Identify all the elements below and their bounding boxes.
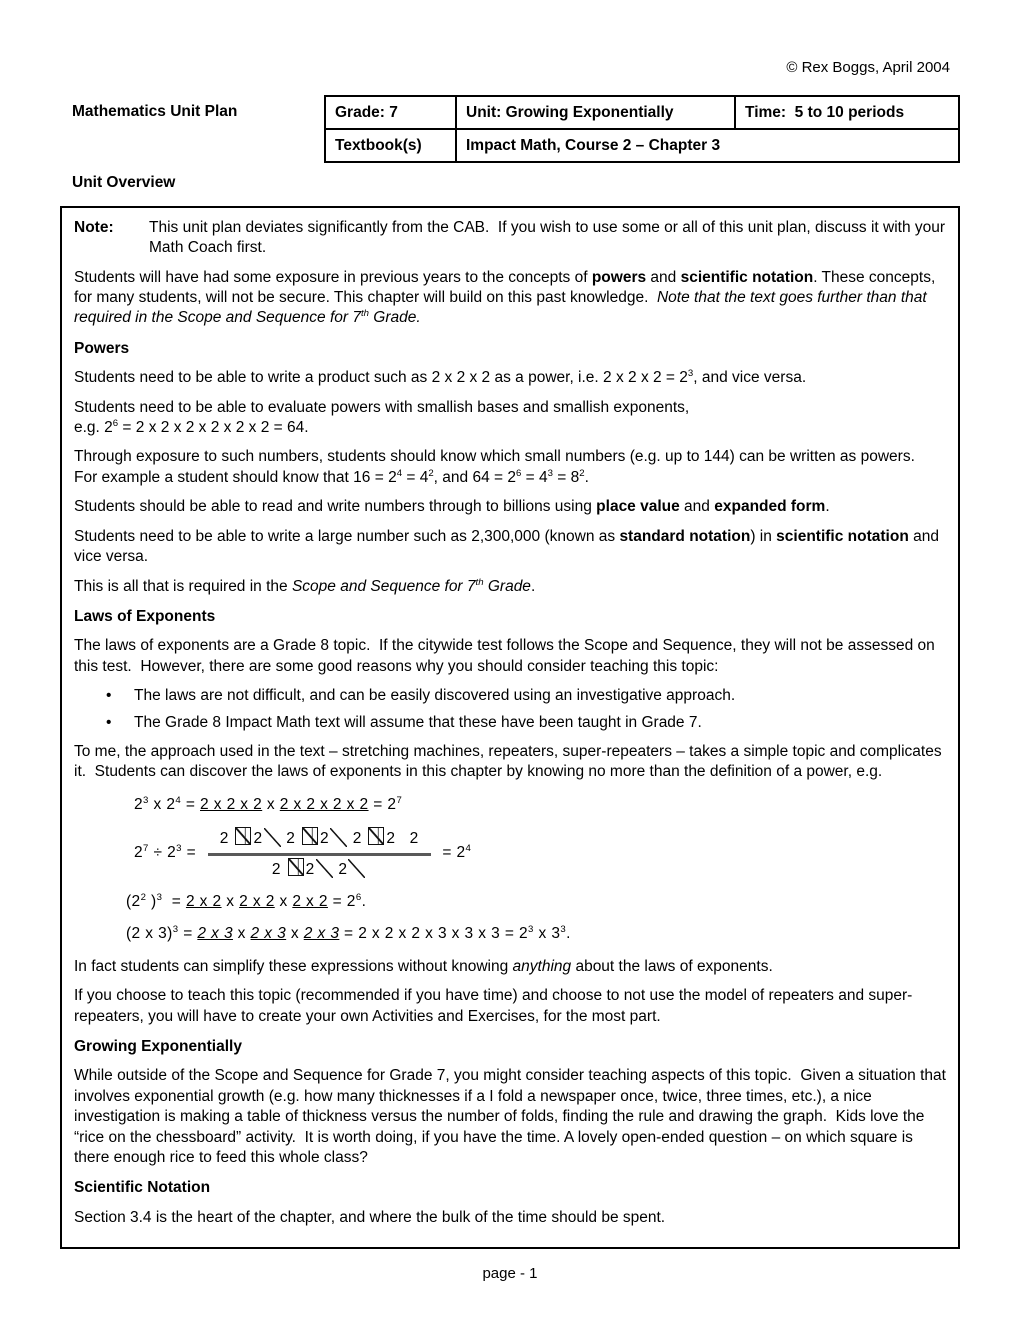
- unit-info-table: [324, 95, 960, 163]
- paragraph: To me, the approach used in the text – stretching machines, repeaters, super-repeaters – takes a simple topic and complicates it. Students can discover the laws of exponents in this chapter by knowing no more than the definition of a power, e.g.: [74, 742, 946, 781]
- bullet-item: [74, 686, 946, 706]
- note-paragraph: [74, 218, 950, 259]
- time-cell: Time: 5 to 10 periods: [735, 96, 959, 129]
- grade-cell: Grade: 7: [325, 96, 456, 129]
- paragraph: Students should be able to read and write numbers through to billions using place value and expanded form.: [74, 498, 830, 516]
- unit-overview-heading: Unit Overview: [72, 174, 176, 192]
- paragraph: Students need to be able to write a large number such as 2,300,000 (known as standard notation) in scientific notation and vice versa.: [74, 527, 944, 566]
- paragraph: Section 3.4 is the heart of the chapter, and where the bulk of the time should be spent.: [74, 1208, 666, 1226]
- textbook-label-cell: Textbook(s): [325, 129, 456, 162]
- math-line: ($2^2$ )$^3$ = 2 x 2 x 2 x 2 x 2 x $2 = 2^6$.: [126, 891, 367, 910]
- section-subheading: Powers: [74, 339, 130, 357]
- page-footer: page - 1: [482, 1265, 538, 1283]
- unit-cell: Unit: Growing Exponentially: [456, 96, 735, 129]
- fraction-suffix: = $2^4$: [437, 843, 472, 862]
- fraction: [208, 827, 431, 880]
- corrupted-glyph-icon: [368, 827, 384, 845]
- fraction-prefix: $2^7 \div 2^3$ =: [134, 843, 201, 862]
- paragraph: If you choose to teach this topic (recommended if you have time) and choose to not use the model of repeaters and super-repeaters, you will have to create your own Activities and Exercises, for the most part.: [74, 987, 913, 1025]
- paragraph: This is all that is required in the Scope and Sequence for 7th Grade.: [74, 576, 536, 595]
- paragraph: Students need to be able to evaluate powers with smallish bases and smallish exponents, e.g. $2^6 = 2$ x 2 x 2 x 2 x 2 x 2 = 64.: [74, 398, 690, 437]
- paragraph: Students need to be able to write a product such as 2 x 2 x 2 as a power, i.e. 2 x 2 x $2 = 2^3$, and vice versa.: [74, 368, 807, 387]
- textbook-value-cell: Impact Math, Course 2 – Chapter 3: [456, 129, 959, 162]
- corrupted-glyph-icon: [288, 858, 304, 876]
- copyright-line: © Rex Boggs, April 2004: [786, 59, 950, 76]
- bullet-item: [74, 713, 946, 733]
- cancellation-stroke-icon: [348, 859, 365, 878]
- cancellation-stroke-icon: [316, 859, 333, 878]
- bullet-text: The laws are not difficult, and can be easily discovered using an investigative approach.: [134, 687, 736, 705]
- bullet-icon: •: [106, 713, 112, 731]
- math-line: $2^3$ x $2^4 = 2$ x 2 x 2 x 2 x 2 x 2 x $2 = 2^7$: [134, 794, 403, 813]
- paragraph: In fact students can simplify these expressions without knowing anything about the laws of exponents.: [74, 957, 773, 975]
- fraction-denominator: 2 2 2: [208, 853, 431, 880]
- math-line: (2 x 3)$^3$ = 2 x 3 x 2 x 3 x 2 x 3 = 2 x 2 x 2 x 3 x 3 x $3 = 2^3$ x $3^3$.: [126, 924, 571, 943]
- paragraph: Students will have had some exposure in previous years to the concepts of powers and scientific notation. These concepts, for many students, will not be secure. This chapter will build on this past knowledge. Note that the text goes further than that required in the Scope and Sequence for 7th Grade.: [74, 268, 940, 327]
- corrupted-glyph-icon: [302, 827, 318, 845]
- fraction-equation: [134, 827, 946, 880]
- header-row: [60, 95, 960, 163]
- table-row: [325, 96, 959, 129]
- paragraph: While outside of the Scope and Sequence for Grade 7, you might consider teaching aspects of this topic. Given a situation that involves exponential growth (e.g. how many thicknesses if a I fold a newspaper once, twice, three times, etc.), a nice investigation is making a table of thickness versus the number of folds, finding the rule and drawing the graph. Kids love the “rice on the chessboard” activity. It is worth doing, if you have the time. A lovely open-ended question – on which square is there enough rice to feed this whole class?: [74, 1067, 951, 1167]
- note-text: This unit plan deviates significantly from the CAB. If you wish to use some or all of this unit plan, discuss it with your Math Coach first.: [149, 218, 950, 257]
- corrupted-glyph-icon: [235, 827, 251, 845]
- document-title: Mathematics Unit Plan: [72, 103, 238, 121]
- section-subheading: Growing Exponentially: [74, 1038, 242, 1055]
- note-label: Note:: [74, 218, 114, 236]
- section-subheading: Scientific Notation: [74, 1179, 211, 1197]
- unit-overview-box: [60, 206, 960, 1249]
- paragraph: The laws of exponents are a Grade 8 topic. If the citywide test follows the Scope and Sequence, they will not be assessed on this test. However, there are some good reasons why you should consider teaching this topic:: [74, 637, 940, 675]
- fraction-numerator: 2 2 2 2 2 2 2: [208, 827, 431, 852]
- section-subheading: Laws of Exponents: [74, 607, 216, 625]
- cancellation-stroke-icon: [264, 828, 281, 847]
- bullet-text: The Grade 8 Impact Math text will assume that these have been taught in Grade 7.: [134, 713, 702, 731]
- bullet-icon: •: [106, 687, 112, 705]
- paragraph: Through exposure to such numbers, students should know which small numbers (e.g. up to 144) can be written as powers. For example a student should know that $16 = 2^4 = 4^2$, and $64 = 2^6 = 4^3 = 8^2$.: [74, 448, 924, 486]
- cancellation-stroke-icon: [330, 828, 347, 847]
- table-row: [325, 129, 959, 162]
